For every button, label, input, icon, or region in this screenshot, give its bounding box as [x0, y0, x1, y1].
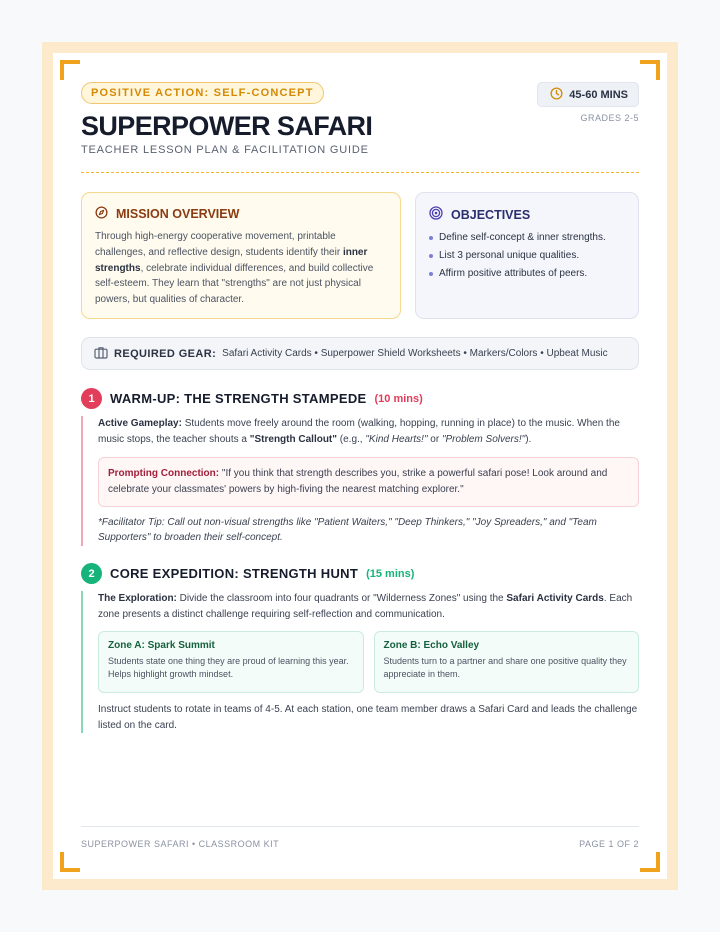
page-title: SUPERPOWER SAFARI [81, 111, 373, 141]
header-divider [81, 172, 639, 173]
step-number-badge: 2 [81, 563, 102, 584]
expedition-body [81, 591, 639, 733]
grade-level: GRADES 2-5 [580, 113, 639, 123]
corner-bracket-top-left [60, 60, 80, 80]
corner-bracket-top-right [640, 60, 660, 80]
warmup-heading [81, 388, 639, 409]
zone-card-b [374, 631, 640, 693]
expedition-section [81, 563, 639, 733]
required-gear-bar [81, 337, 639, 370]
briefcase-icon [94, 346, 108, 362]
lesson-content [81, 82, 639, 733]
overview-row [81, 192, 639, 319]
rotation-instructions: Instruct students to rotate in teams of 4-5. At each station, one team member draws a Safari Card and leads the challenge listed on the card. [98, 703, 638, 731]
page-number: PAGE 1 OF 2 [579, 839, 639, 849]
prompt-label: Prompting Connection: [108, 467, 220, 479]
objectives-box [415, 192, 639, 319]
mission-heading [95, 206, 387, 222]
objectives-heading [429, 206, 625, 223]
corner-bracket-bottom-left [60, 852, 80, 872]
zone-description: Students state one thing they are proud of learning this year. Helps highlight growth mindset. [108, 655, 349, 680]
lesson-header [81, 82, 639, 172]
mission-text: Through high-energy cooperative movement, printable challenges, and reflective design, students identify their inner strengths, celebrate individual differences, and build collective self-esteem. They learn that "strengths" are not just physical powers, but qualities of character. [95, 231, 374, 306]
objective-item: List 3 personal unique qualities. [429, 247, 625, 265]
warmup-gameplay-text: Active Gameplay: Students move freely around the room (walking, hopping, running in place) to the music. When the music stops, the teacher shouts a "Strength Callout" (e.g., "Kind Hearts!" or "Problem Solvers!"). [98, 418, 620, 445]
step-number-badge: 1 [81, 388, 102, 409]
objectives-list [429, 229, 625, 283]
gear-label: REQUIRED GEAR: [114, 347, 217, 360]
objective-item: Define self-concept & inner strengths. [429, 229, 625, 247]
corner-bracket-bottom-right [640, 852, 660, 872]
prompt-text: "If you think that strength describes you, strike a powerful safari pose! Look around and celebrate your classmates' powers by high-fiving the nearest matching explorer." [108, 467, 608, 495]
zone-title: Zone A: Spark Summit [108, 639, 215, 651]
facilitator-tip: *Facilitator Tip: Call out non-visual strengths like "Patient Waiters," "Deep Thinkers," "Joy Spreaders," and "Team Supporters" to broaden their self-concept. [98, 516, 597, 544]
topic-tag: POSITIVE ACTION: SELF-CONCEPT [81, 82, 324, 104]
warmup-body [81, 416, 639, 546]
expedition-title: CORE EXPEDITION: STRENGTH HUNT [110, 566, 359, 582]
mission-overview-box [81, 192, 401, 319]
exploration-text: The Exploration: Divide the classroom into four quadrants or "Wilderness Zones" using the Safari Activity Cards. Each zone presents a distinct challenge requiring self-reflection and communication. [98, 593, 633, 620]
target-icon [429, 206, 443, 223]
compass-icon [95, 206, 108, 222]
objective-item: Affirm positive attributes of peers. [429, 265, 625, 283]
page-subtitle: TEACHER LESSON PLAN & FACILITATION GUIDE [81, 144, 369, 156]
warmup-section [81, 388, 639, 546]
warmup-duration: (10 mins) [374, 392, 423, 405]
clock-icon [550, 87, 563, 103]
mission-title: MISSION OVERVIEW [116, 207, 240, 221]
expedition-heading [81, 563, 639, 584]
duration-badge [537, 82, 639, 107]
zone-title: Zone B: Echo Valley [383, 639, 480, 651]
page-footer [81, 826, 639, 849]
prompting-connection-box [98, 457, 639, 507]
expedition-duration: (15 mins) [366, 567, 415, 580]
zone-description: Students turn to a partner and share one positive quality they appreciate in them. [383, 655, 627, 680]
objectives-title: OBJECTIVES [451, 207, 531, 222]
duration-text: 45-60 MINS [569, 88, 628, 101]
zone-card-a [98, 631, 364, 693]
gear-items: Safari Activity Cards • Superpower Shield Worksheets • Markers/Colors • Upbeat Music [222, 348, 608, 359]
warmup-title: WARM-UP: THE STRENGTH STAMPEDE [110, 391, 367, 406]
zones-grid [98, 631, 639, 693]
footer-kit-label: SUPERPOWER SAFARI • CLASSROOM KIT [81, 839, 280, 849]
